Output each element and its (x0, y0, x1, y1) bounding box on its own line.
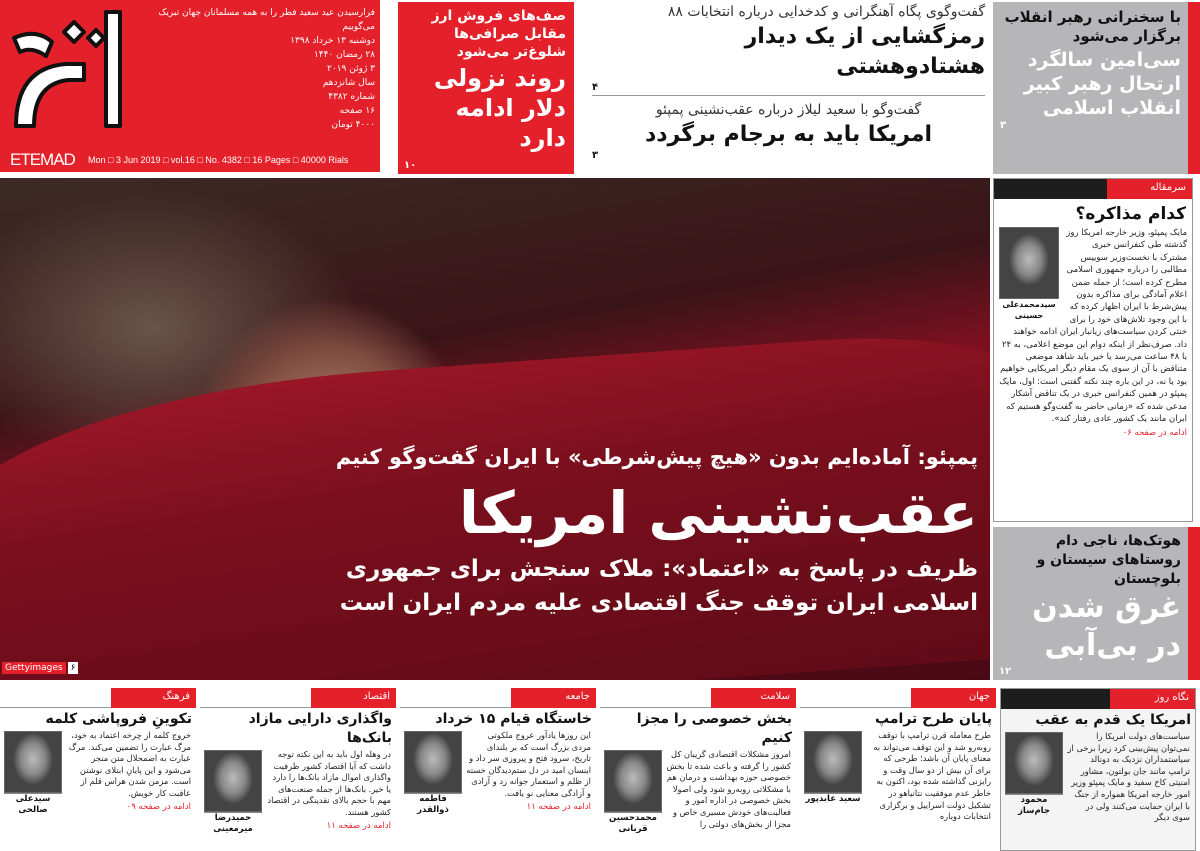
headline: سی‌امین سالگرد ارتحال رهبر کبیر انقلاب اسلامی (1023, 49, 1181, 119)
masthead (0, 0, 380, 172)
kicker: با سخنرانی رهبر انقلاب برگزار می‌شود (1004, 8, 1181, 45)
latin-name: ETEMAD (10, 150, 75, 169)
column-body: امروز مشکلات اقتصادی گریبان کل کشور را گرفته و باعث شده تا بخش خصوصی حوزه بهداشت و درمان هم با مشکلاتی روبه‌رو شود ولی اصولا بخش خصوصی در اداره امور و فعالیت‌های خودش مسیری خاص و مجزا از بخش‌های دولتی را (666, 749, 791, 829)
author-name: محمدحسین قربانی (604, 812, 662, 835)
headline: رمزگشایی از یک دیدار هشتادوهشتی (744, 24, 985, 79)
column-body: سیاست‌های دولت امریکا را نمی‌توان پیش‌بینی کرد زیرا برخی از سیاستمداران نزدیک به دونالد ترامپ مانند جان بولتون، مشاور امنیتی کاخ سفید و مایک پمپئو وزیر امور خارجه امریکا همواره از جنگ با ایران حمایت می‌کنند ولی در سوی دیگر (1067, 731, 1190, 823)
column-body: طرح معامله قرن ترامپ با توقف روبه‌رو شد و این توقف می‌تواند به معنای پایان آن باشد؛ طرحی که برای آن بیش از دو سال وقت و رایزنی گذاشته شده بود، اکنون به خاطر عدم موفقیت نتانیاهو در تشکیل دولت اسراییل و برگزاری انتخابات دوباره (873, 730, 991, 822)
date-hijri: ۲۸ رمضان ۱۴۴۰ (313, 50, 375, 60)
price: ۴۰۰۰ تومان (331, 120, 375, 130)
continued-link[interactable]: ادامه در صفحه ۰۹ (126, 801, 191, 812)
lead-kicker: پمپئو: آماده‌ایم بدون «هیچ پیش‌شرطی» با ایران گفت‌وگو کنیم (335, 445, 978, 469)
page-number: ۱۰ (404, 160, 417, 171)
section-bar (994, 179, 1192, 199)
section-label: جامعه (511, 688, 596, 708)
continued-link[interactable]: ادامه در صفحه ۱۱ (326, 820, 391, 831)
top-story[interactable] (592, 2, 985, 96)
column-story[interactable] (800, 688, 996, 851)
date-gregorian: ۳ ژوئن ۲۰۱۹ (327, 64, 375, 74)
page-number: ۶ (68, 662, 79, 674)
section-bar (600, 688, 796, 708)
kicker: صف‌های فروش ارز مقابل صرافی‌ها شلوغ‌تر می‌شود (431, 8, 566, 60)
masthead-info (130, 6, 375, 132)
credit-text: Gettyimages (2, 662, 66, 674)
red-box-story[interactable] (398, 2, 574, 174)
headline: کدام مذاکره؟ (1075, 204, 1186, 224)
photo-credit (2, 662, 78, 674)
section-bar (1001, 689, 1195, 709)
author-block (804, 731, 862, 805)
kicker: هوتک‌ها، ناجی دام روستاهای سیستان و بلوچستان (1036, 533, 1181, 587)
column-story[interactable] (0, 688, 196, 851)
year: سال شانزدهم (322, 78, 375, 88)
author-photo (804, 731, 862, 793)
top-center-stories (592, 2, 985, 161)
column-body: این روزها یادآور عروج ملکوتی مردی بزرگ است که بر بلندای تاریخ، سرود فتح و پیروزی سر داد و اینسان امید در دل ستم‌دیدگان خسته از ظلم و استعمار جوانه زد و آزادی و آزادگی معنایی نو یافت. (466, 730, 591, 798)
author-photo (204, 750, 262, 812)
column-story[interactable] (400, 688, 596, 851)
author-block (204, 750, 262, 835)
gray-top-story[interactable] (993, 2, 1200, 174)
lead-photo[interactable] (0, 178, 990, 680)
author-block (404, 731, 462, 816)
headline: بخش خصوصی را مجزا کنیم (636, 711, 792, 746)
column-story[interactable] (200, 688, 396, 851)
continued-link[interactable]: ادامه در صفحه ۰۶ (1122, 427, 1187, 438)
column-body: خروج کلمه از چرخه اعتماد به خود، مرگ عبارت را تضمین می‌کند. مرگ عبارت به اضمحلال متن منجر می‌شود و این پایانِ ابتلای نوشتن است. مزمن شدن هراس قلم از عاقبت کار خویش. (68, 730, 191, 798)
headline: تکوینِ فروپاشی کلمه (45, 711, 192, 727)
section-bar (200, 688, 396, 708)
date-fa: دوشنبه ۱۳ خرداد ۱۳۹۸ (290, 36, 375, 46)
column-story[interactable] (600, 688, 796, 851)
headline: امریکا باید به برجام برگردد (644, 122, 933, 147)
kicker: گفت‌وگوی پگاه آهنگرانی و کدخدایی درباره انتخابات ۸۸ (667, 4, 985, 20)
section-bar (800, 688, 996, 708)
greeting: فرارسیدن عید سعید فطر را به همه مسلمانان جهان تبریک می‌گوییم (158, 8, 375, 32)
headline: امریکا یک قدم به عقب (1035, 712, 1191, 728)
lead-story (278, 440, 978, 620)
column-story[interactable] (1000, 688, 1196, 851)
editorial-body: مایک پمپئو، وزیر خارجه امریکا روز گذشته طی کنفرانس خبری مشترک با نخست‌وزیر سوییس مطالبی را درباره جمهوری اسلامی مطرح کرده است؛ از جمله ضمن اعلام آمادگی برای مذاکره بدون پیش‌شرط با ایران اظهار کرده که با این وجود تلاش‌های خود را برای خنثی کردن سیاست‌های زیانبار ایران ادامه خواهند داد. صرف‌نظر از اینکه دوام این موضع اعلامی، به ۲۴ یا ۴۸ ساعت می‌رسد یا خیر باید شاهد موضعی متناقض با آن از سوی یک مقام دیگر امریکایی خواهیم بود یا نه، در این باره چند نکته گفتنی است: اول، مایک پمپئو در همین کنفرانس خبری در یک تناقض آشکار مدعی شده که «زمانی حاضر به گفت‌وگو هستیم که ایران مانند یک کشور عادی رفتار کند». (999, 228, 1187, 425)
section-bar (400, 688, 596, 708)
editorial[interactable] (993, 178, 1193, 522)
column-body: در وهله اول باید به این نکته توجه داشت که آیا اقتصاد کشور ظرفیت واگذاری اموال مازاد بانک‌ها را دارد یا خیر. بانک‌ها از جمله صنعت‌های مهم با حجم بالای نقدینگی در اقتصاد کشور هستند. (267, 749, 391, 817)
issue: شماره ۴۳۸۲ (328, 92, 375, 102)
page-number: ۳ (592, 150, 599, 161)
gray-mid-story[interactable] (993, 527, 1200, 680)
section-label: نگاه روز (1110, 689, 1195, 709)
pages: ۱۶ صفحه (339, 106, 375, 116)
author-photo (1005, 732, 1063, 794)
author-photo (999, 227, 1059, 299)
page-number: ۳ (1000, 120, 1007, 131)
author-name: سعید عابدپور (805, 794, 861, 804)
author-photo (4, 731, 62, 793)
headline: پایان طرح ترامپ (875, 711, 992, 727)
continued-link[interactable]: ادامه در صفحه ۱۱ (526, 801, 591, 812)
section-label: جهان (911, 688, 996, 708)
author-block (4, 731, 62, 816)
section-label: سرمقاله (1107, 179, 1192, 199)
section-bar (0, 688, 196, 708)
author-name: سیدمحمدعلی حسینی (1002, 300, 1056, 320)
headline: روند نزولی دلار ادامه دارد (433, 64, 566, 152)
author-name: فاطمه ذوالقدر (404, 793, 462, 816)
section-label: اقتصاد (311, 688, 396, 708)
newspaper-logo (6, 8, 126, 146)
page-number: ۱۲ (999, 666, 1012, 677)
headline: واگذاری دارایی مازاد بانک‌ها (248, 711, 392, 746)
headline: غرق شدن در بی‌آبی (1032, 590, 1181, 663)
author-name: محمود جام‌ساز (1005, 794, 1063, 817)
author-name: حمیدرضا میرمعینی (204, 812, 262, 835)
author-block (1005, 732, 1063, 817)
author-photo (604, 750, 662, 812)
section-label: سلامت (711, 688, 796, 708)
section-label: فرهنگ (111, 688, 196, 708)
top-story[interactable] (592, 96, 985, 161)
author-photo (404, 731, 462, 793)
headline: خاستگاه قیام ۱۵ خرداد (435, 711, 592, 727)
author-block (999, 227, 1059, 321)
lead-subhead: ظریف در پاسخ به «اعتماد»: ملاک سنجش برای جمهوری اسلامی ایران توقف جنگ اقتصادی علیه مردم ایران است (339, 556, 978, 616)
author-name: سیدعلی صالحی (4, 793, 62, 816)
lead-headline: عقب‌نشینی امریکا (459, 479, 978, 547)
kicker: گفت‌وگو با سعید لیلاز درباره عقب‌نشینی پمپئو (655, 102, 922, 118)
page-number: ۴ (592, 82, 599, 93)
latin-line: Mon □ 3 Jun 2019 □ vol.16 □ No. 4382 □ 16 Pages □ 40000 Rials (88, 155, 349, 165)
author-block (604, 750, 662, 835)
